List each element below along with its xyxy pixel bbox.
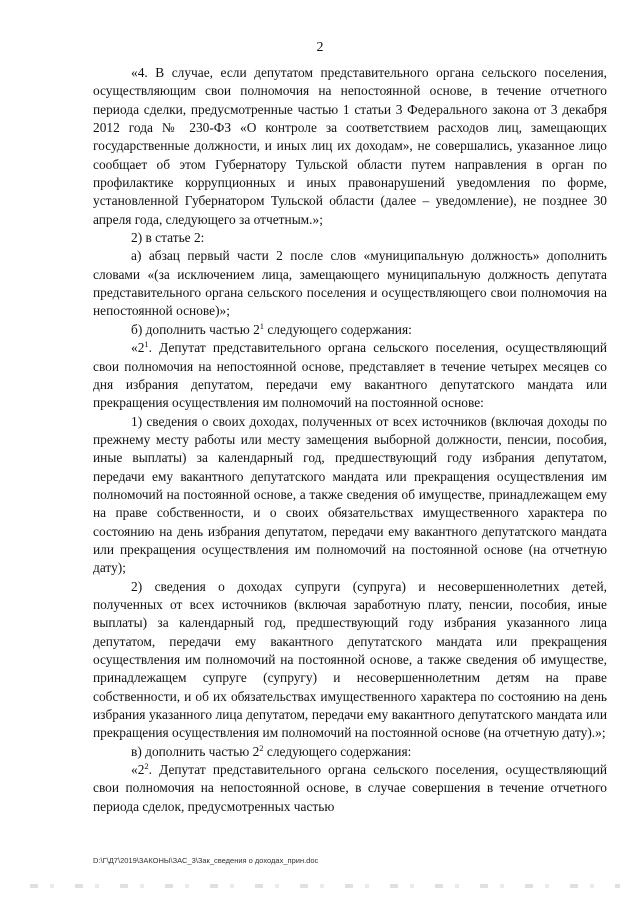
scan-artifact-line [30,884,620,888]
paragraph-v-text: в) дополнить частью 2 [131,743,260,759]
paragraph-v-tail: следующего содержания: [263,743,412,759]
paragraph-article-2: 2) в статье 2: [131,230,205,246]
paragraph-a: а) абзац первый части 2 после слов «муниципальную должность» дополнить словами «(за исключением лица, замещающего муниципальную должность депутата представительного органа сельского поселения и осуществляющего свои полномочия на непостоянной основе)»; [93,248,607,319]
file-path-footer: D:\Г\Д7\2019\ЗАКОНЫ\ЗАС_3\Зак_сведения о доходах_прин.doc [93,856,319,865]
paragraph-2-1-text: . Депутат представительного органа сельского поселения, осуществляющий свои полномочия на непостоянной основе, представляет в течение четырех месяцев со дня избрания депутатом, передачи ему вакантного депутатского мандата или прекращения осуществления им полномочий на постоянной основе: [93,340,607,411]
paragraph-v [93,743,607,761]
superscript-2: 2 [144,761,149,772]
paragraph-part-4: «4. В случае, если депутатом представительного органа сельского поселения, осуществляющим свои полномочия на непостоянной основе, в течение отчетного периода сделки, предусмотренные частью 1 статьи 3 Федерального закона от 3 декабря 2012 года № 230-ФЗ «О контроле за соответствием расходов лиц, замещающих государственные должности, и иных лиц их доходам», не совершались, указанное лицо сообщает об этом Губернатору Тульской области путем направления в орган по профилактике коррупционных и иных правонарушений уведомления по форме, установленной Губернатором Тульской области (далее – уведомление), не позднее 30 апреля года, следующего за отчетным.»; [93,65,607,227]
paragraph-b-tail: следующего содержания: [264,321,412,337]
paragraph-item-1: 1) сведения о своих доходах, полученных от всех источников (включая доходы по прежнему месту работы или месту замещения выборной должности, пенсии, пособия, иные выплаты) за календарный год, предшествующий году избрания депутатом, передачи ему вакантного депутатского мандата или прекращения осуществления им полномочий на постоянной основе, а также сведения об имуществе, принадлежащем ему на праве собственности, и о своих обязательствах имущественного характера по состоянию на день избрания депутатом, передачи ему вакантного депутатского мандата или прекращения осуществления им полномочий на постоянной основе (на отчетную дату); [93,413,607,576]
paragraph-b [93,321,607,339]
document-body [93,64,607,816]
paragraph-2-1-lead: «2 [131,340,145,356]
paragraph-2-2-text: . Депутат представительного органа сельского поселения, осуществляющий свои полномочия на непостоянной основе, в случае совершения в течение отчетного периода сделок, предусмотренных частью [93,762,607,814]
paragraph-item-2: 2) сведения о доходах супруги (супруга) и несовершеннолетних детей, полученных от всех источников (включая заработную плату, пенсии, пособия, иные выплаты) за календарный год, предшествующий году избрания указанного лица депутатом, передачи ему вакантного депутатского мандата или прекращения осуществления им полномочий на постоянной основе, а также сведения об имуществе, принадлежащем супруге (супругу) и несовершеннолетним детям на праве собственности, и об их обязательствах имущественного характера по состоянию на день избрания указанного лица депутатом, передачи ему вакантного депутатского мандата или прекращения осуществления им полномочий на постоянной основе (на отчетную дату).»; [93,578,607,741]
superscript-1: 1 [259,320,265,331]
superscript-2: 2 [259,742,264,753]
page-number: 2 [316,40,324,55]
paragraph-2-1 [93,339,607,412]
superscript-1: 1 [144,339,149,350]
paragraph-2-2 [93,761,607,816]
paragraph-b-text: б) дополнить частью 2 [131,321,260,337]
paragraph-2-2-lead: «2 [131,762,145,778]
